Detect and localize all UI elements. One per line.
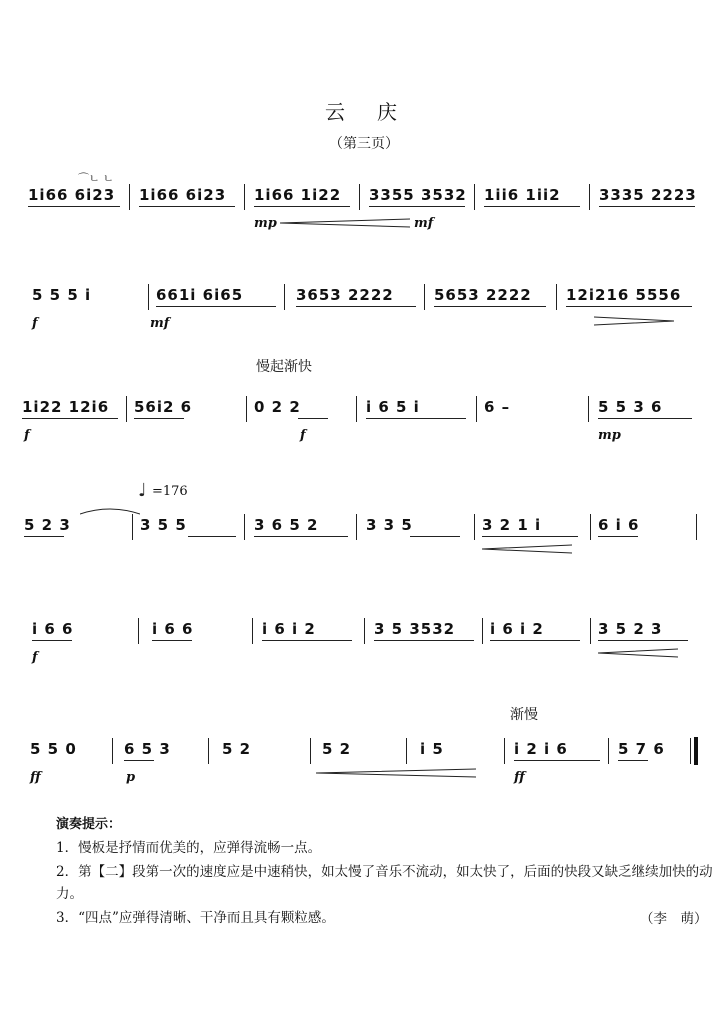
measure: 5653 2222 <box>434 286 532 304</box>
dynamic-mark: f <box>32 650 38 665</box>
measure: 1i66 6i23 <box>28 186 116 204</box>
bar-line <box>482 618 483 644</box>
measure: 5 5 0 <box>30 740 77 758</box>
bar-line <box>112 738 113 764</box>
bar-line <box>589 184 590 210</box>
tie-arc <box>80 506 140 516</box>
measure: i 6 6 <box>32 620 74 638</box>
measure: i 6 5 i <box>366 398 420 416</box>
bar-line <box>424 284 425 310</box>
performance-note: 2．第【二】段第一次的速度应是中速稍快，如太慢了音乐不流动，如太快了，后面的快段又缺乏继续加快的动力。 <box>56 864 713 902</box>
dynamic-mark: ff <box>30 770 41 785</box>
bar-line <box>476 396 477 422</box>
measure: i 5 <box>420 740 444 758</box>
beam-underline <box>188 536 236 537</box>
measure: 5 7 6 <box>618 740 665 758</box>
dynamic-mark: mf <box>150 316 170 331</box>
dynamic-mark: ff <box>514 770 525 785</box>
crescendo-hairpin <box>482 544 572 554</box>
measure: 661i 6i65 <box>156 286 244 304</box>
measure: 3335 2223 <box>599 186 697 204</box>
beam-underline <box>599 206 695 207</box>
bar-line <box>504 738 505 764</box>
bar-line <box>556 284 557 310</box>
measure: 6 – <box>484 398 511 416</box>
measure: i 6 6 <box>152 620 194 638</box>
measure: 6 i 6 <box>598 516 640 534</box>
bar-line <box>474 184 475 210</box>
staff-row-5 <box>0 614 728 674</box>
tempo-marking: 慢起渐快 <box>256 359 312 375</box>
beam-underline <box>566 306 692 307</box>
beam-underline <box>156 306 276 307</box>
bar-line <box>244 514 245 540</box>
measure: i 6 i 2 <box>262 620 316 638</box>
bar-line <box>474 514 475 540</box>
decrescendo-hairpin <box>594 316 674 326</box>
bar-line <box>126 396 127 422</box>
beam-underline <box>262 640 352 641</box>
dynamic-mark: f <box>300 428 306 443</box>
measure: 3 2 1 i <box>482 516 542 534</box>
measure: 3 6 5 2 <box>254 516 319 534</box>
bar-line <box>364 618 365 644</box>
beam-underline <box>24 536 64 537</box>
staff-row-2 <box>0 280 728 340</box>
bar-line <box>244 184 245 210</box>
dynamic-mark: f <box>32 316 38 331</box>
bar-line <box>590 514 591 540</box>
staff-row-3 <box>0 392 728 452</box>
beam-underline <box>598 536 638 537</box>
final-bar-line <box>694 737 698 765</box>
measure: 5 2 <box>222 740 252 758</box>
metronome-marking: =176 <box>152 484 188 499</box>
beam-underline <box>482 536 578 537</box>
dynamic-mark: mp <box>254 216 277 231</box>
measure: 3355 3532 <box>369 186 467 204</box>
beam-underline <box>298 418 328 419</box>
measure: 1i66 6i23 <box>139 186 227 204</box>
measure: 1i66 1i22 <box>254 186 342 204</box>
dynamic-mark: p <box>126 770 136 785</box>
measure: i 2 i 6 <box>514 740 568 758</box>
page-title: 云 庆 <box>325 100 403 124</box>
beam-underline <box>32 640 72 641</box>
bar-line <box>138 618 139 644</box>
metronome-quarter-note-icon: ♩ <box>138 480 147 501</box>
bar-line <box>284 284 285 310</box>
bar-line <box>359 184 360 210</box>
performance-note: 3．“四点”应弹得清晰、干净而且具有颗粒感。 <box>56 910 335 926</box>
bar-line <box>696 514 697 540</box>
page-subtitle: （第三页） <box>329 136 399 152</box>
measure: 5 2 <box>322 740 352 758</box>
beam-underline <box>254 536 348 537</box>
measure: 5 5 5 i <box>32 286 92 304</box>
beam-underline <box>254 206 350 207</box>
measure: 3 5 3532 <box>374 620 456 638</box>
bar-line <box>129 184 130 210</box>
beam-underline <box>514 760 600 761</box>
performance-note: 1．慢板是抒情而优美的，应弹得流畅一点。 <box>56 840 322 856</box>
beam-underline <box>490 640 580 641</box>
dynamic-mark: mf <box>414 216 434 231</box>
beam-underline <box>22 418 118 419</box>
staff-row-6 <box>0 734 728 794</box>
bar-line <box>356 514 357 540</box>
bar-line <box>246 396 247 422</box>
measure: 56i2 6 <box>134 398 193 416</box>
beam-underline <box>598 418 692 419</box>
crescendo-hairpin <box>598 648 678 658</box>
bar-line <box>148 284 149 310</box>
measure: 5 5 3 6 <box>598 398 663 416</box>
beam-underline <box>434 306 546 307</box>
measure: 3653 2222 <box>296 286 394 304</box>
ornament-mark: ⌒ㄴ ㄴ <box>78 172 114 185</box>
crescendo-hairpin <box>316 768 476 778</box>
performance-notes-heading: 演奏提示： <box>56 817 122 832</box>
beam-underline <box>618 760 648 761</box>
measure: 3 3 5 <box>366 516 413 534</box>
measure: 3 5 5 <box>140 516 187 534</box>
tempo-marking: 渐慢 <box>510 707 538 723</box>
beam-underline <box>374 640 474 641</box>
beam-underline <box>152 640 192 641</box>
bar-line <box>132 514 133 540</box>
bar-line <box>310 738 311 764</box>
beam-underline <box>366 418 466 419</box>
measure: 1i22 12i6 <box>22 398 110 416</box>
beam-underline <box>484 206 580 207</box>
beam-underline <box>139 206 235 207</box>
author-credit: （李 萌） <box>640 911 708 927</box>
bar-line <box>588 396 589 422</box>
beam-underline <box>598 640 688 641</box>
bar-line <box>406 738 407 764</box>
bar-line <box>252 618 253 644</box>
beam-underline <box>296 306 416 307</box>
crescendo-hairpin <box>280 218 410 228</box>
bar-line <box>356 396 357 422</box>
dynamic-mark: f <box>24 428 30 443</box>
bar-line <box>608 738 609 764</box>
measure: 3 5 2 3 <box>598 620 663 638</box>
measure: 1ii6 1ii2 <box>484 186 561 204</box>
bar-line <box>208 738 209 764</box>
beam-underline <box>124 760 154 761</box>
staff-row-1 <box>0 172 728 240</box>
measure: 6 5 3 <box>124 740 171 758</box>
bar-line <box>590 618 591 644</box>
beam-underline <box>369 206 465 207</box>
measure: 12i216 5556 <box>566 286 682 304</box>
beam-underline <box>410 536 460 537</box>
measure: i 6 i 2 <box>490 620 544 638</box>
measure: 5 2 3 <box>24 516 71 534</box>
beam-underline <box>134 418 184 419</box>
dynamic-mark: mp <box>598 428 621 443</box>
bar-line <box>690 738 691 764</box>
measure: 0 2 2 <box>254 398 301 416</box>
staff-row-4 <box>0 480 728 570</box>
beam-underline <box>28 206 120 207</box>
